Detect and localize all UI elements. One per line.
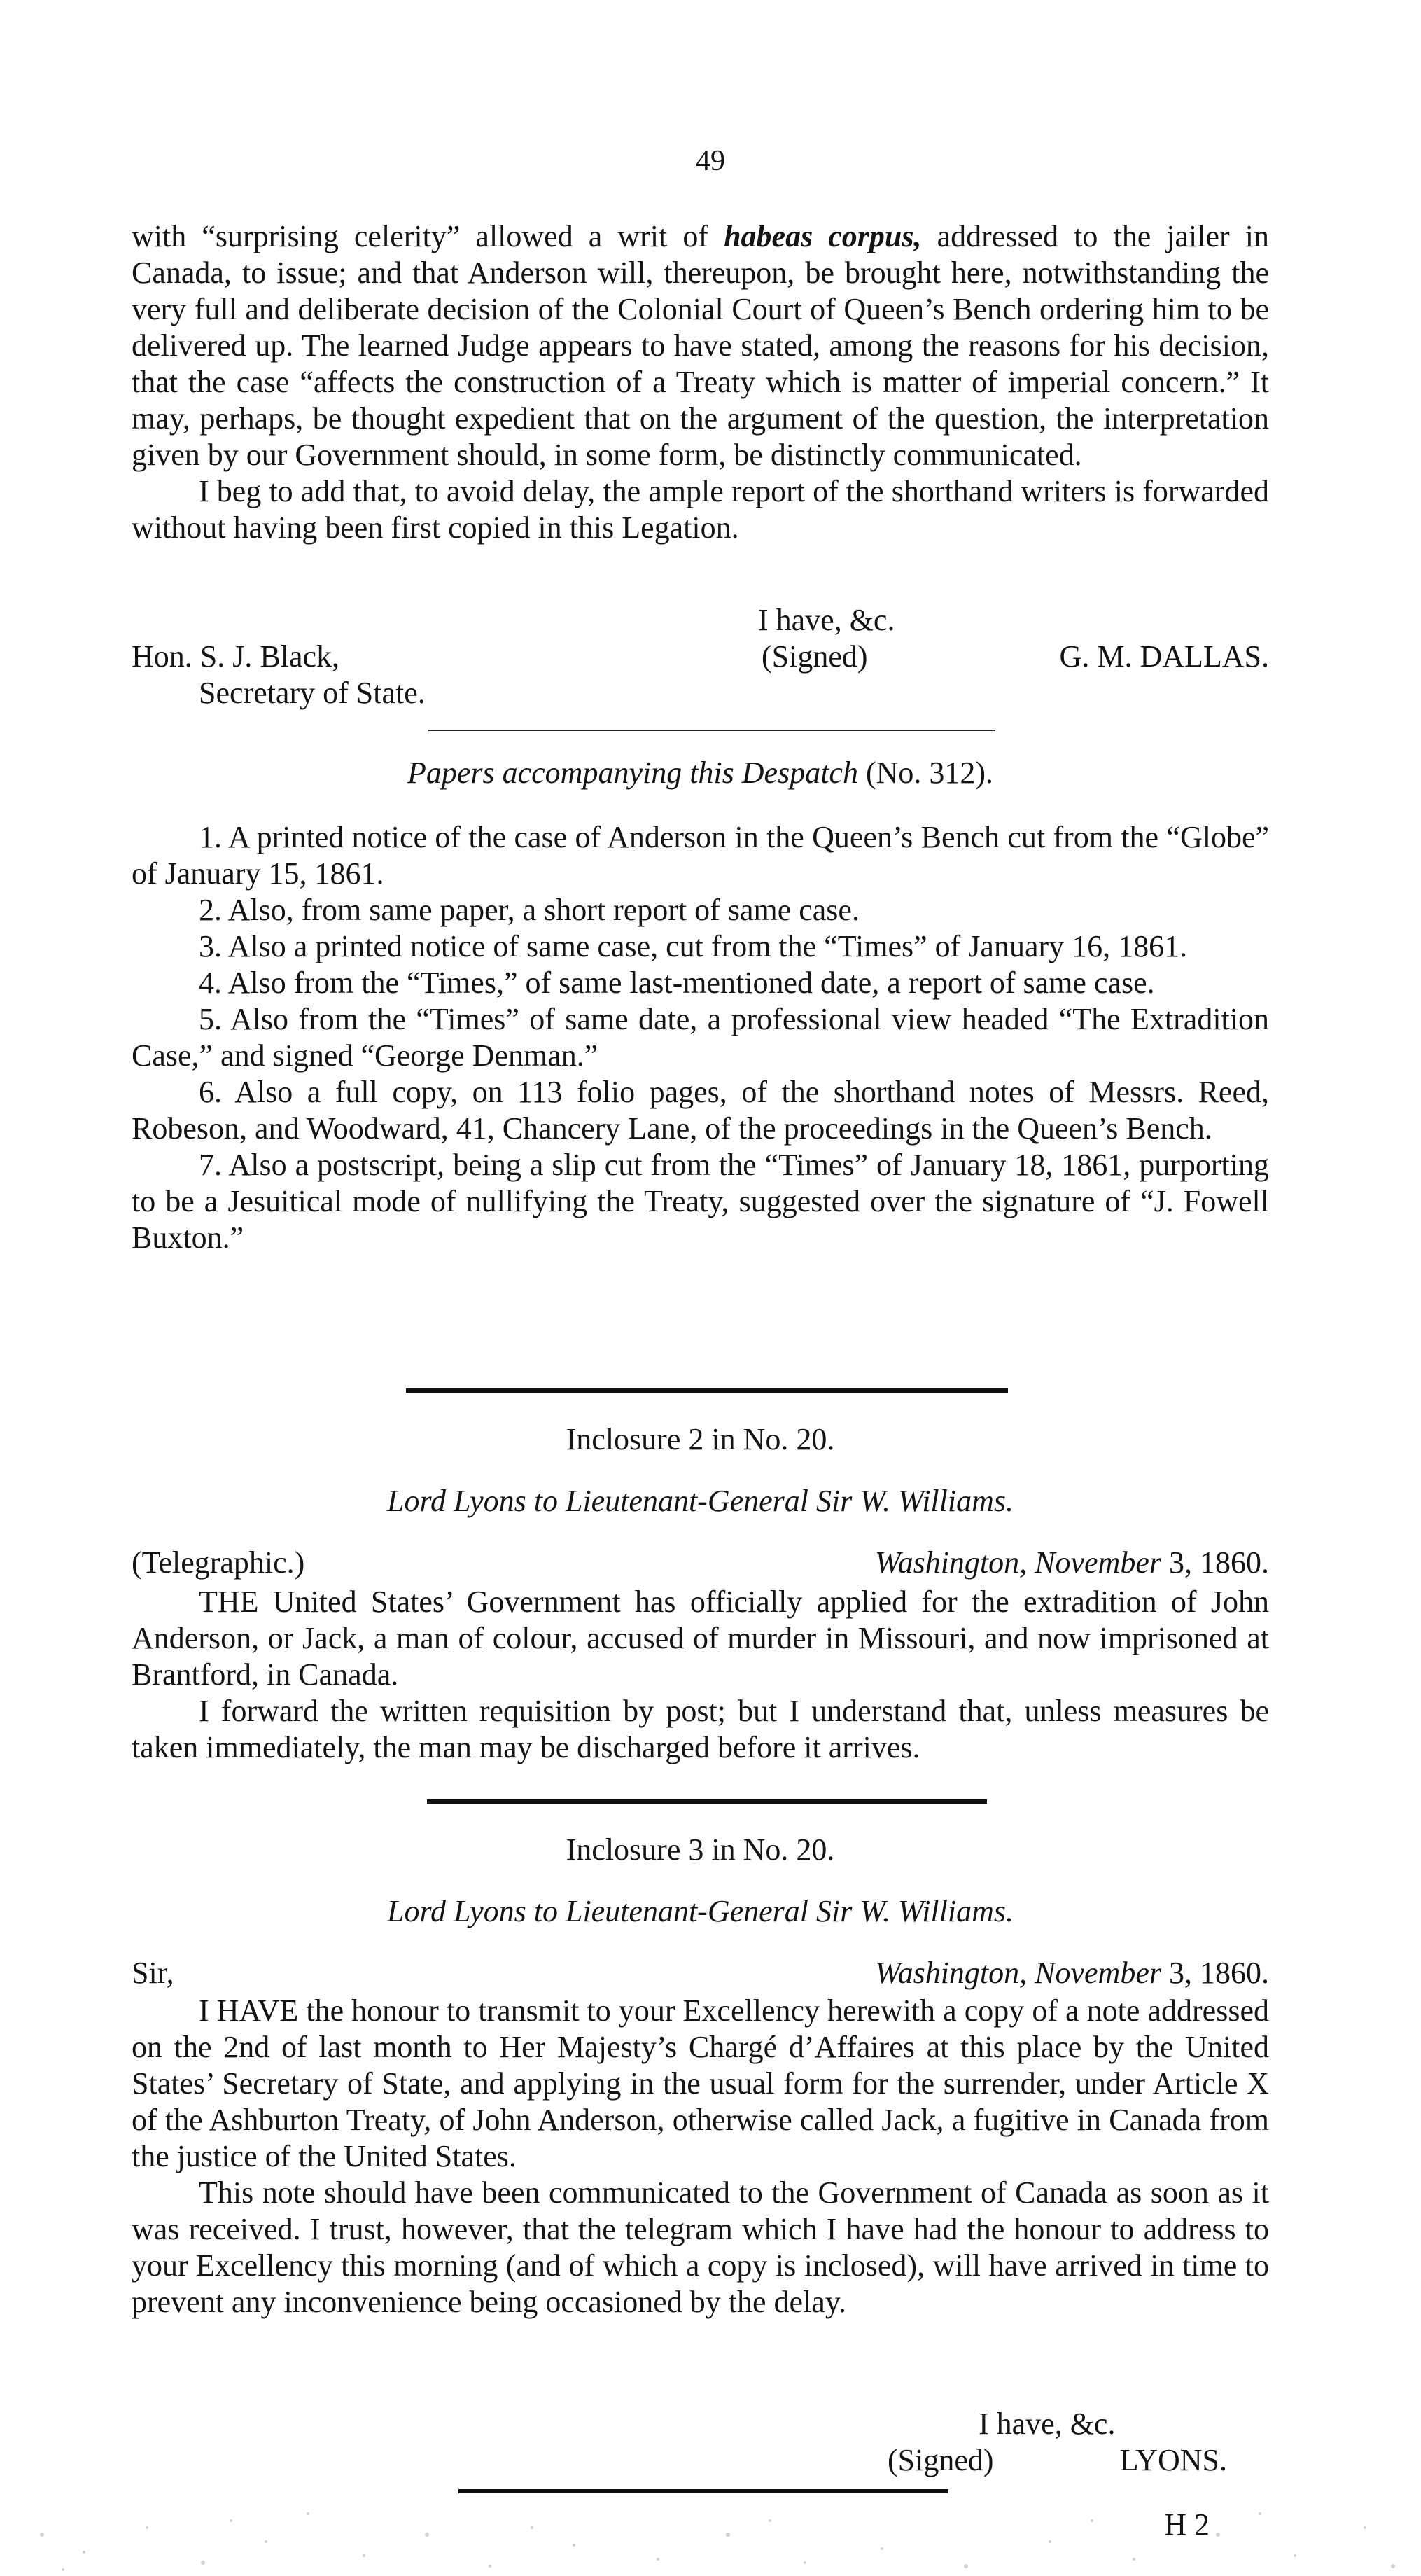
dallas-signer: G. M. DALLAS. xyxy=(1059,639,1269,674)
dallas-closing-row xyxy=(132,602,1269,639)
continuation-paragraph-2: I beg to add that, to avoid delay, the ample report of the shorthand writers is forwarded without having been first copied in this Legation. xyxy=(132,474,1269,545)
signature-mark: H 2 xyxy=(1164,2507,1210,2542)
scan-speckle-texture xyxy=(0,2430,1421,2576)
inclosure2-heading: Inclosure 2 in No. 20. xyxy=(566,1422,835,1456)
inclosure3-place-date xyxy=(875,1955,1269,1991)
papers-item: 7. Also a postscript, being a slip cut from the “Times” of January 18, 1861, purporting to be a Jesuitical mode of nullifying the Treaty, suggested over the signature of “J. Fowell Buxton.” xyxy=(132,1148,1269,1255)
inclosure2-paragraph-1: THE United States’ Government has officially applied for the extradition of John Anderson, or Jack, a man of colour, accused of murder in Missouri, and now imprisoned at Brantford, in Canada. xyxy=(132,1585,1269,1692)
inclosure2-place-date xyxy=(875,1545,1269,1581)
inclosure3-paragraph-2: This note should have been communicated to the Government of Canada as soon as it was received. I trust, however, that the telegram which I have had the honour to address to your Excellency this morning (and of which a copy is inclosed), will have arrived in time to prevent any inconvenience being occasioned by the delay. xyxy=(132,2175,1269,2319)
lyons-signer: LYONS. xyxy=(1119,2443,1227,2477)
habeas-corpus-phrase: habeas corpus, xyxy=(724,219,922,253)
papers-heading-number: (No. 312). xyxy=(865,756,994,790)
papers-item: 1. A printed notice of the case of Anderson in the Queen’s Bench cut from the “Globe” of January 15, 1861. xyxy=(132,820,1269,891)
addressee-title: Secretary of State. xyxy=(199,676,426,710)
papers-item: 4. Also from the “Times,” of same last-mentioned date, a report of same case. xyxy=(199,966,1155,1000)
inclosure2-place: Washington, November xyxy=(874,1545,1161,1580)
section-divider xyxy=(428,730,995,731)
addressee-title-row xyxy=(132,675,1269,711)
section-divider-thick xyxy=(406,1388,1008,1393)
continuation-text-a: with “surprising celerity” allowed a writ of xyxy=(132,219,724,253)
dallas-closing: I have, &c. xyxy=(758,603,895,637)
continuation-paragraph xyxy=(132,218,1269,473)
papers-heading xyxy=(132,755,1269,791)
inclosure2-body xyxy=(132,1584,1269,1766)
inclosure3-salutation: Sir, xyxy=(132,1956,174,1990)
inclosure2-type: (Telegraphic.) xyxy=(132,1545,305,1580)
inclosure2-subheading: Lord Lyons to Lieutenant-General Sir W. Williams. xyxy=(386,1484,1014,1518)
inclosure3-date: 3, 1860. xyxy=(1161,1956,1269,1990)
inclosure3-place: Washington, November xyxy=(874,1956,1161,1990)
inclosure2-date: 3, 1860. xyxy=(1161,1545,1269,1580)
papers-item: 3. Also a printed notice of same case, cut from the “Times” of January 16, 1861. xyxy=(199,929,1188,963)
despatch-continuation xyxy=(132,218,1269,546)
papers-list xyxy=(132,819,1269,1256)
papers-heading-title: Papers accompanying this Despatch xyxy=(407,756,858,790)
inclosure3-body xyxy=(132,1993,1269,2320)
dallas-signature-row xyxy=(132,639,1269,675)
inclosure3-heading: Inclosure 3 in No. 20. xyxy=(566,1832,835,1867)
papers-item: 2. Also, from same paper, a short report of same case. xyxy=(199,893,860,927)
papers-item: 6. Also a full copy, on 113 folio pages, of the shorthand notes of Messrs. Reed, Robeson, and Woodward, 41, Chancery Lane, of the proceedings in the Queen’s Bench. xyxy=(132,1075,1269,1146)
lyons-closing: I have, &c. xyxy=(979,2407,1116,2441)
addressee-name: Hon. S. J. Black, xyxy=(132,639,340,674)
lyons-signed-label: (Signed) xyxy=(888,2443,994,2477)
inclosure2-paragraph-2: I forward the written requisition by post; but I understand that, unless measures be taken immediately, the man may be discharged before it arrives. xyxy=(132,1694,1269,1764)
page-number: 49 xyxy=(696,145,725,177)
section-divider-thick-2 xyxy=(427,1799,987,1804)
dallas-signed-label: (Signed) xyxy=(762,639,868,674)
inclosure3-meta-row xyxy=(132,1955,1269,1991)
papers-item: 5. Also from the “Times” of same date, a professional view headed “The Extradition Case,” and signed “George Denman.” xyxy=(132,1002,1269,1073)
inclosure3-subheading: Lord Lyons to Lieutenant-General Sir W. Williams. xyxy=(386,1894,1014,1928)
inclosure2-meta-row xyxy=(132,1545,1269,1581)
continuation-text-b: addressed to the jailer in Canada, to issue; and that Anderson will, thereupon, be brought here, notwithstanding the very full and deliberate decision of the Colonial Court of Queen’s Bench ordering him to be delivered up. The learned Judge appears to have stated, among the reasons for his decision, that the case “affects the construction of a Treaty which is matter of imperial concern.” It may, perhaps, be thought expedient that on the argument of the question, the interpretation given by our Government should, in some form, be distinctly communicated. xyxy=(132,219,1269,472)
inclosure3-paragraph-1: I HAVE the honour to transmit to your Excellency herewith a copy of a note addressed on the 2nd of last month to Her Majesty’s Chargé d’Affaires at this place by the United States’ Secretary of State, and applying in the usual form for the surrender, under Article X of the Ashburton Treaty, of John Anderson, otherwise called Jack, a fugitive in Canada from the justice of the United States. xyxy=(132,1993,1269,2173)
